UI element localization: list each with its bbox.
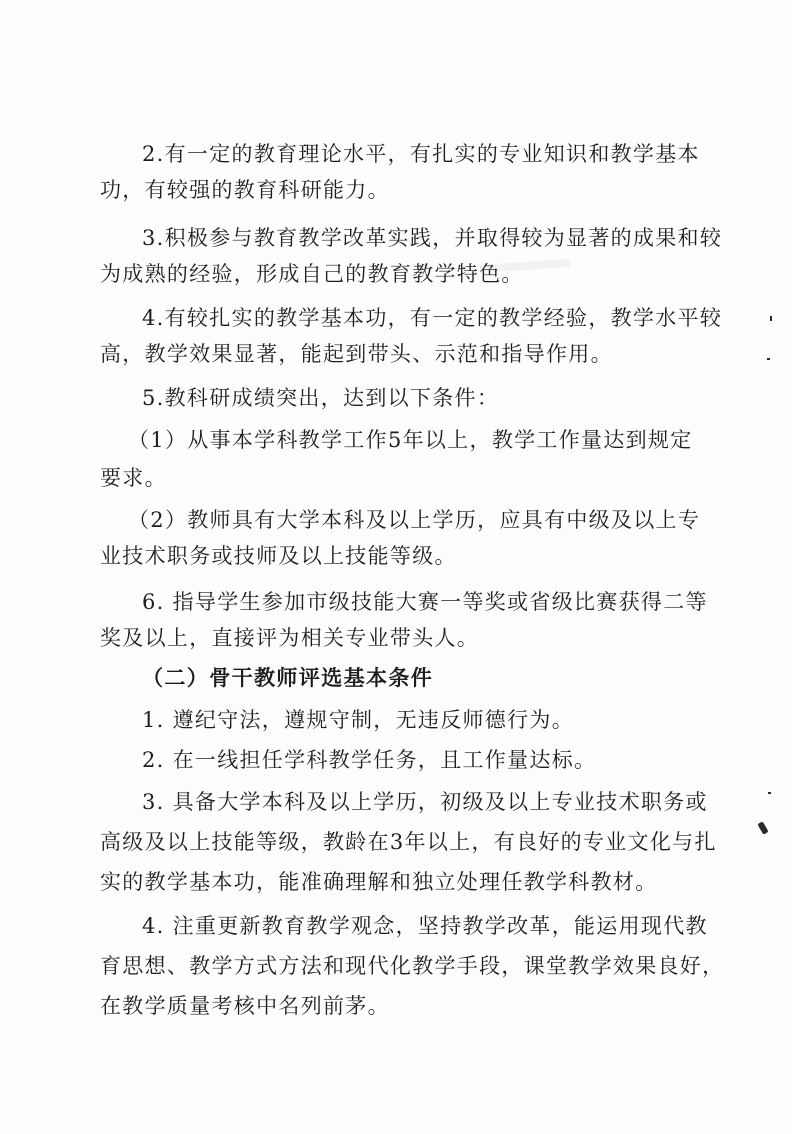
text-line: （2）教师具有大学本科及以上学历，应具有中级及以上专: [128, 508, 701, 532]
text-line: 1. 遵纪守法，遵规守制，无违反师德行为。: [142, 708, 575, 732]
scan-speck: [767, 358, 770, 360]
text-line: 2. 在一线担任学科教学任务，且工作量达标。: [142, 748, 597, 772]
text-line: 3.积极参与教育教学改革实践，并取得较为显著的成果和较: [142, 226, 723, 250]
text-line: 育思想、教学方式方法和现代化教学手段，课堂教学效果良好，: [100, 954, 725, 978]
scan-speck: [768, 792, 771, 794]
text-line: 为成熟的经验，形成自己的教育教学特色。: [100, 262, 524, 286]
text-line: 3. 具备大学本科及以上学历，初级及以上专业技术职务或: [142, 790, 708, 814]
scan-speck: [757, 821, 768, 834]
text-line: 2.有一定的教育理论水平，有扎实的专业知识和教学基本: [142, 142, 700, 166]
text-line: 6. 指导学生参加市级技能大赛一等奖或省级比赛获得二等: [142, 590, 708, 614]
text-line: 5.教科研成绩突出，达到以下条件：: [142, 386, 500, 410]
text-line: 业技术职务或技师及以上技能等级。: [100, 544, 457, 568]
text-line: 高，教学效果显著，能起到带头、示范和指导作用。: [100, 342, 613, 366]
text-line: 在教学质量考核中名列前茅。: [100, 994, 390, 1018]
text-line: 功，有较强的教育科研能力。: [100, 178, 390, 202]
scan-speck: [770, 316, 772, 321]
text-line: （1）从事本学科教学工作5年以上，教学工作量达到规定: [128, 428, 693, 452]
section-heading: （二）骨干教师评选基本条件: [142, 666, 434, 690]
text-line: 实的教学基本功，能准确理解和独立处理任教学科教材。: [100, 870, 658, 894]
text-line: 4. 注重更新教育教学观念，坚持教学改革，能运用现代教: [142, 914, 708, 938]
text-line: 奖及以上，直接评为相关专业带头人。: [100, 626, 480, 650]
text-line: 要求。: [100, 466, 167, 490]
text-line: 4.有较扎实的教学基本功，有一定的教学经验，教学水平较: [142, 306, 723, 330]
text-line: 高级及以上技能等级，教龄在3年以上，有良好的专业文化与扎: [100, 830, 717, 854]
